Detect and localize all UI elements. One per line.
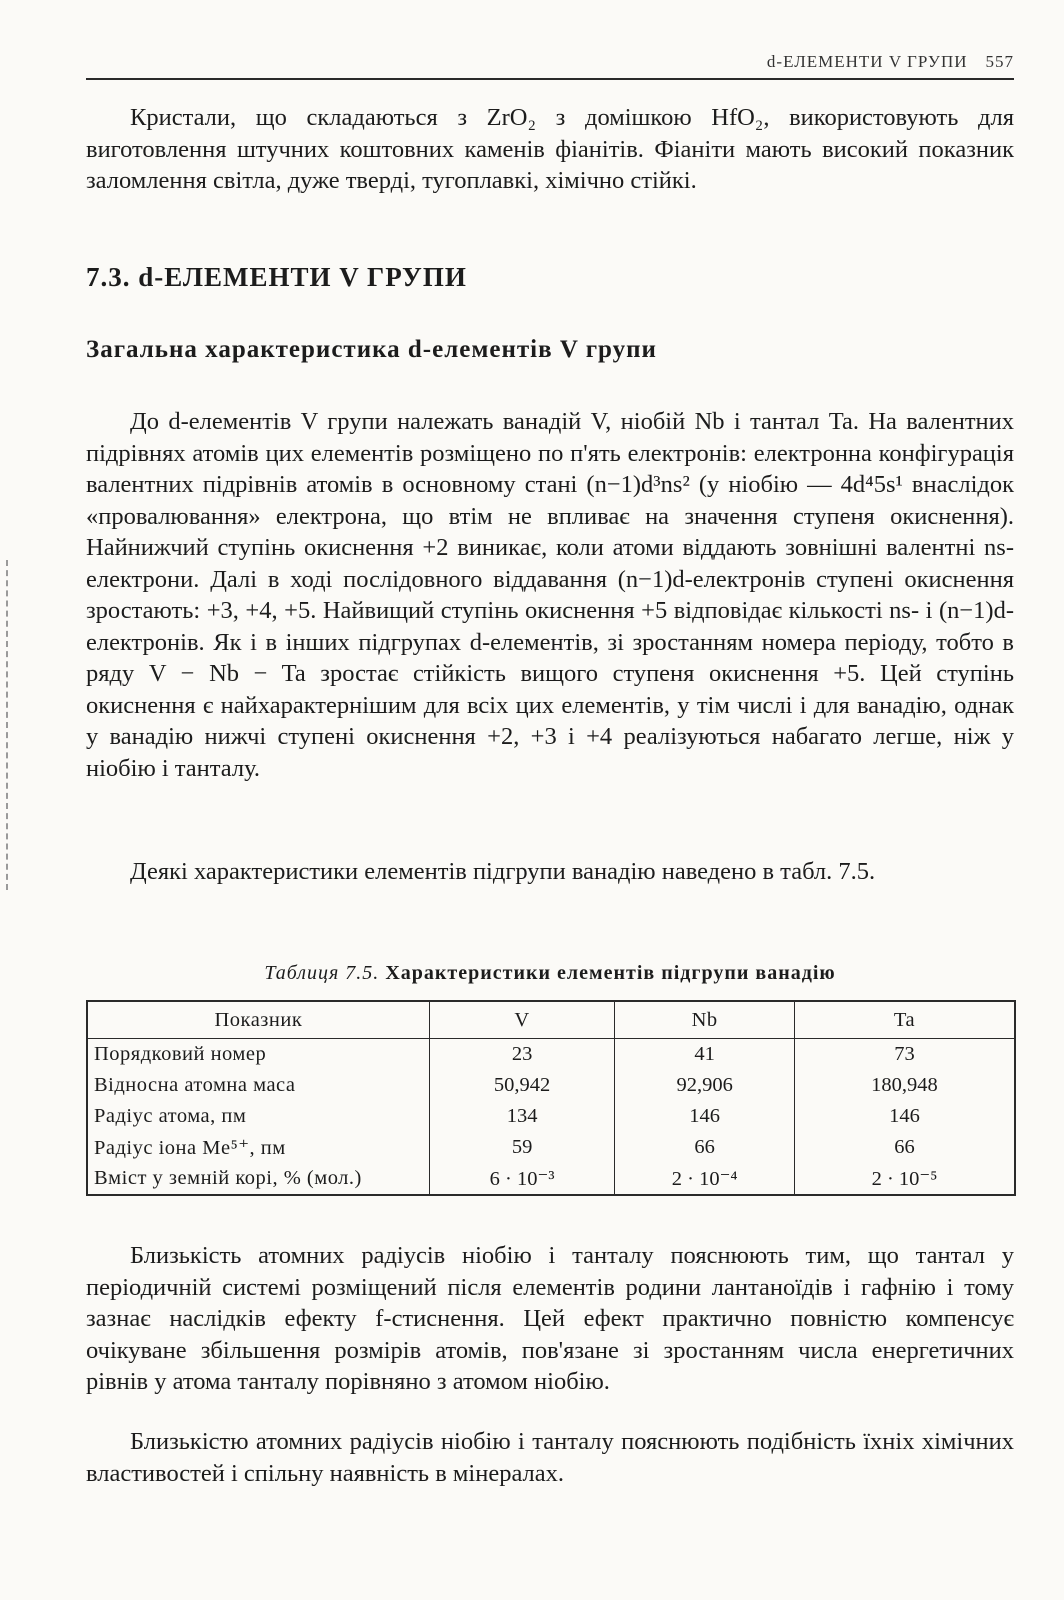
properties-table [86, 1000, 1016, 1196]
table-row [87, 1101, 1015, 1132]
table-row [87, 1070, 1015, 1101]
body-paragraph-2: Деякі характеристики елементів підгрупи ванадію наведено в табл. 7.5. [130, 858, 876, 885]
cell-ta: 66 [794, 1132, 1015, 1163]
section-title: 7.3. d-ЕЛЕМЕНТИ V ГРУПИ [86, 262, 467, 292]
running-title: d-ЕЛЕМЕНТИ V ГРУПИ [766, 52, 968, 71]
cell-v: 134 [429, 1101, 615, 1132]
running-header [86, 46, 1014, 80]
page-number: 557 [985, 52, 1014, 71]
row-label: Радіус атома, пм [94, 1105, 247, 1127]
header-indicator: Показник [87, 1001, 429, 1039]
cell-v: 59 [429, 1132, 615, 1163]
table-caption-label: Таблиця 7.5. [264, 962, 380, 984]
table-row [87, 1039, 1015, 1071]
table-caption-title: Характеристики елементів підгрупи ванадію [385, 962, 836, 984]
cell-nb: 2 · 10⁻⁴ [615, 1163, 795, 1195]
body-paragraph-1: До d-елементів V групи належать ванадій V, ніобій Nb і тантал Ta. На валентних підрівнях атомів цих елементів розміщено по п'ять електронів: електронна конфігурація валентних підрівнів атомів в основному стані (n−1)d³ns² (у ніобію — 4d⁴5s¹ внаслідок «провалювання» електрона, що втім не впливає на значення ступеня окиснення). Найнижчий ступінь окиснення +2 виникає, коли атоми віддають зовнішні валентні ns-електрони. Далі в ході послідовного віддавання (n−1)d-електронів ступені окиснення зростають: +3, +4, +5. Найвищий ступінь окиснення +5 відповідає кількості ns- і (n−1)d-електронів. Як і в інших підгрупах d-елементів, зі зростанням номера періоду, тобто в ряду V − Nb − Ta зростає стійкість вищого ступеня окиснення +5. Цей ступінь окиснення є найхарактернішим для всіх цих елементів, у тім числі і для ванадію, однак у ванадію нижчі ступені окиснення +2, +3 і +4 реалізуються набагато легше, ніж у ніобію і танталу. [86, 408, 1014, 782]
header-ta: Ta [794, 1001, 1015, 1039]
cell-nb: 41 [615, 1039, 795, 1071]
row-label: Вміст у земній корі, % (мол.) [94, 1167, 362, 1189]
after-table-paragraph-1: Близькість атомних радіусів ніобію і танталу пояснюють тим, що тантал у періодичній системі розміщений після елементів родини лантаноїдів і гафнію і тому зазнає наслідків ефекту f-стиснення. Цей ефект практично повністю компенсує очікуване збільшення розмірів атомів, пов'язане зі зростанням числа енергетичних рівнів у атома танталу порівняно з атомом ніобію. [86, 1242, 1014, 1395]
row-label: Відносна атомна маса [94, 1074, 296, 1096]
table-row [87, 1163, 1015, 1195]
cell-ta: 180,948 [794, 1070, 1015, 1101]
cell-v: 6 · 10⁻³ [429, 1163, 615, 1195]
table-row [87, 1132, 1015, 1163]
cell-ta: 73 [794, 1039, 1015, 1071]
cell-nb: 146 [615, 1101, 795, 1132]
cell-v: 23 [429, 1039, 615, 1071]
cell-ta: 2 · 10⁻⁵ [794, 1163, 1015, 1195]
scan-margin-marks [6, 560, 11, 890]
subsection-title: Загальна характеристика d-елементів V групи [86, 336, 657, 363]
header-v: V [429, 1001, 615, 1039]
row-label: Радіус іона Me⁵⁺, пм [94, 1137, 286, 1159]
row-label: Порядковий номер [94, 1043, 267, 1065]
cell-nb: 66 [615, 1132, 795, 1163]
cell-ta: 146 [794, 1101, 1015, 1132]
table-caption [86, 962, 1014, 985]
intro-paragraph: Кристали, що складаються з ZrO₂ з домішкою HfO₂, використовують для виготовлення штучних коштовних каменів фіанітів. Фіаніти мають високий показник заломлення світла, дуже тверді, тугоплавкі, хімічно стійкі. [86, 104, 1014, 194]
cell-nb: 92,906 [615, 1070, 795, 1101]
table-header-row [87, 1001, 1015, 1039]
after-table-paragraph-2: Близькістю атомних радіусів ніобію і танталу пояснюють подібність їхніх хімічних властивостей і спільну наявність в мінералах. [86, 1428, 1014, 1487]
header-nb: Nb [615, 1001, 795, 1039]
cell-v: 50,942 [429, 1070, 615, 1101]
